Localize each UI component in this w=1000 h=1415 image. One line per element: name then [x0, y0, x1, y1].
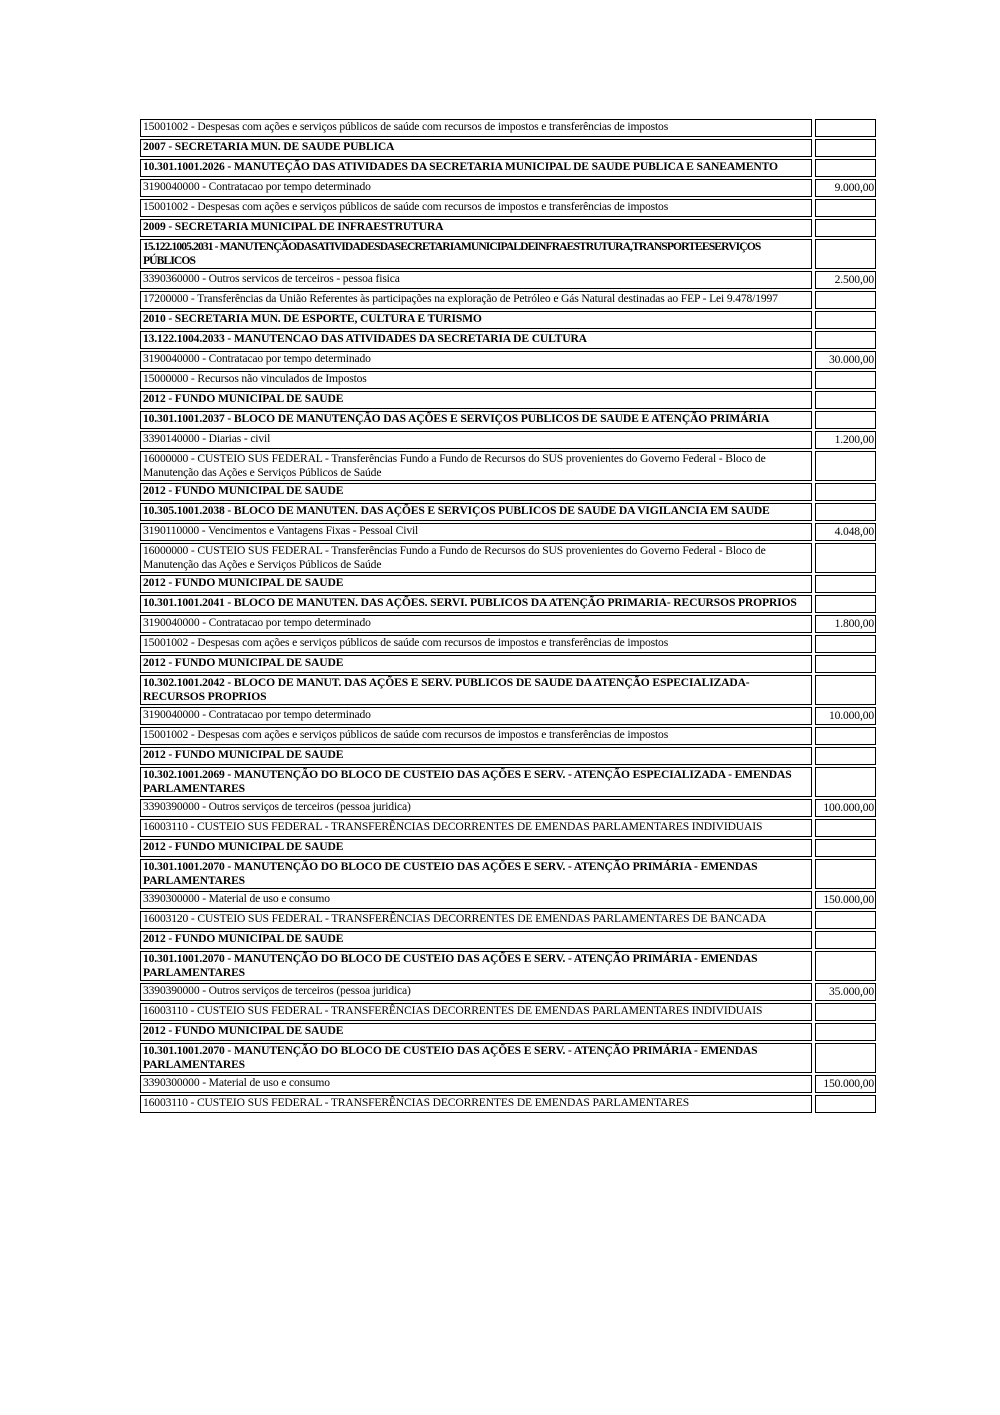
- value-cell: 1.800,00: [815, 615, 876, 633]
- value-cell: [815, 139, 876, 157]
- table-row: [140, 431, 879, 449]
- description-cell: 15001002 - Despesas com ações e serviços públicos de saúde com recursos de impostos e transferências de impostos: [140, 119, 812, 137]
- description-cell: 15001002 - Despesas com ações e serviços públicos de saúde com recursos de impostos e transferências de impostos: [140, 199, 812, 217]
- value-cell: 10.000,00: [815, 707, 876, 725]
- description-cell: 15001002 - Despesas com ações e serviços públicos de saúde com recursos de impostos e transferências de impostos: [140, 727, 812, 745]
- table-row: [140, 891, 879, 909]
- table-row: [140, 707, 879, 725]
- value-cell: [815, 575, 876, 593]
- value-cell: [815, 911, 876, 929]
- table-row: [140, 839, 879, 857]
- description-cell: 15000000 - Recursos não vinculados de Impostos: [140, 371, 812, 389]
- value-cell: [815, 635, 876, 653]
- value-cell: 9.000,00: [815, 179, 876, 197]
- description-cell: 3390140000 - Diarias - civil: [140, 431, 812, 449]
- table-row: [140, 483, 879, 501]
- table-row: [140, 799, 879, 817]
- table-row: [140, 179, 879, 197]
- value-cell: [815, 219, 876, 237]
- value-cell: [815, 239, 876, 269]
- description-cell: 3390390000 - Outros serviços de terceiros (pessoa juridica): [140, 799, 812, 817]
- value-cell: [815, 819, 876, 837]
- value-cell: [815, 451, 876, 481]
- value-cell: 2.500,00: [815, 271, 876, 289]
- value-cell: [815, 655, 876, 673]
- table-row: [140, 747, 879, 765]
- value-cell: [815, 1095, 876, 1113]
- table-row: [140, 1023, 879, 1041]
- value-cell: 35.000,00: [815, 983, 876, 1001]
- description-cell: 3190040000 - Contratacao por tempo determinado: [140, 707, 812, 725]
- value-cell: [815, 675, 876, 705]
- value-cell: 30.000,00: [815, 351, 876, 369]
- section-heading-cell: 2012 - FUNDO MUNICIPAL DE SAUDE: [140, 391, 812, 409]
- value-cell: [815, 1003, 876, 1021]
- section-heading-cell: 2009 - SECRETARIA MUNICIPAL DE INFRAESTRUTURA: [140, 219, 812, 237]
- value-cell: [815, 411, 876, 429]
- value-cell: [815, 727, 876, 745]
- value-cell: [815, 931, 876, 949]
- budget-table: [140, 119, 879, 1115]
- description-cell: 3390390000 - Outros serviços de terceiros (pessoa juridica): [140, 983, 812, 1001]
- description-cell: 16003110 - CUSTEIO SUS FEDERAL - TRANSFERÊNCIAS DECORRENTES DE EMENDAS PARLAMENTARES INDIVIDUAIS: [140, 819, 812, 837]
- description-cell: 3390300000 - Material de uso e consumo: [140, 891, 812, 909]
- description-cell: 3390360000 - Outros servicos de terceiros - pessoa fisica: [140, 271, 812, 289]
- section-heading-cell: 13.122.1004.2033 - MANUTENCAO DAS ATIVIDADES DA SECRETARIA DE CULTURA: [140, 331, 812, 349]
- value-cell: [815, 1023, 876, 1041]
- table-row: [140, 391, 879, 409]
- table-row: [140, 139, 879, 157]
- table-row: [140, 951, 879, 981]
- value-cell: 4.048,00: [815, 523, 876, 541]
- table-row: [140, 575, 879, 593]
- value-cell: [815, 119, 876, 137]
- table-row: [140, 199, 879, 217]
- value-cell: 150.000,00: [815, 1075, 876, 1093]
- table-row: [140, 615, 879, 633]
- value-cell: [815, 199, 876, 217]
- section-heading-cell: 2012 - FUNDO MUNICIPAL DE SAUDE: [140, 839, 812, 857]
- table-row: [140, 543, 879, 573]
- value-cell: [815, 391, 876, 409]
- section-heading-cell: 2010 - SECRETARIA MUN. DE ESPORTE, CULTURA E TURISMO: [140, 311, 812, 329]
- table-row: [140, 371, 879, 389]
- section-heading-cell: 10.301.1001.2037 - BLOCO DE MANUTENÇÃO DAS AÇÕES E SERVIÇOS PUBLICOS DE SAUDE E ATENÇÃO PRIMÁRIA: [140, 411, 812, 429]
- table-row: [140, 331, 879, 349]
- description-cell: 3390300000 - Material de uso e consumo: [140, 1075, 812, 1093]
- section-heading-cell: 2012 - FUNDO MUNICIPAL DE SAUDE: [140, 575, 812, 593]
- value-cell: [815, 503, 876, 521]
- section-heading-cell: 10.301.1001.2070 - MANUTENÇÃO DO BLOCO DE CUSTEIO DAS AÇÕES E SERV. - ATENÇÃO PRIMÁRIA - EMENDAS PARLAMENTARES: [140, 859, 812, 889]
- section-heading-cell: 2012 - FUNDO MUNICIPAL DE SAUDE: [140, 655, 812, 673]
- table-row: [140, 1003, 879, 1021]
- table-row: [140, 675, 879, 705]
- value-cell: [815, 543, 876, 573]
- section-heading-cell: 10.301.1001.2070 - MANUTENÇÃO DO BLOCO DE CUSTEIO DAS AÇÕES E SERV. - ATENÇÃO PRIMÁRIA - EMENDAS PARLAMENTARES: [140, 1043, 812, 1073]
- value-cell: 1.200,00: [815, 431, 876, 449]
- table-row: [140, 523, 879, 541]
- table-row: [140, 503, 879, 521]
- table-row: [140, 411, 879, 429]
- section-heading-cell: 10.302.1001.2042 - BLOCO DE MANUT. DAS AÇÕES E SERV. PUBLICOS DE SAUDE DA ATENÇÃO ESPECIALIZADA- RECURSOS PROPRIOS: [140, 675, 812, 705]
- value-cell: [815, 483, 876, 501]
- section-heading-cell: 10.305.1001.2038 - BLOCO DE MANUTEN. DAS AÇÕES E SERVIÇOS PUBLICOS DE SAUDE DA VIGILANCIA EM SAUDE: [140, 503, 812, 521]
- section-heading-cell: 10.301.1001.2041 - BLOCO DE MANUTEN. DAS AÇÕES. SERVI. PUBLICOS DA ATENÇÃO PRIMARIA- RECURSOS PROPRIOS: [140, 595, 812, 613]
- table-row: [140, 291, 879, 309]
- description-cell: 17200000 - Transferências da União Referentes às participações na exploração de Petróleo e Gás Natural destinadas ao FEP - Lei 9.478/1997: [140, 291, 812, 309]
- description-cell: 3190040000 - Contratacao por tempo determinado: [140, 179, 812, 197]
- section-heading-cell: 2012 - FUNDO MUNICIPAL DE SAUDE: [140, 1023, 812, 1041]
- value-cell: [815, 859, 876, 889]
- description-cell: 16003110 - CUSTEIO SUS FEDERAL - TRANSFERÊNCIAS DECORRENTES DE EMENDAS PARLAMENTARES INDIVIDUAIS: [140, 1003, 812, 1021]
- value-cell: 100.000,00: [815, 799, 876, 817]
- value-cell: [815, 767, 876, 797]
- description-cell: 3190040000 - Contratacao por tempo determinado: [140, 615, 812, 633]
- section-heading-cell: 15.122.1005.2031 - MANUTENÇÃODASATIVIDADESDASECRETARIAMUNICIPALDEINFRAESTRUTURA,TRANSPORTEESERVIÇOS PÚBLICOS: [140, 239, 812, 269]
- value-cell: [815, 951, 876, 981]
- table-row: [140, 727, 879, 745]
- description-cell: 3190040000 - Contratacao por tempo determinado: [140, 351, 812, 369]
- value-cell: [815, 595, 876, 613]
- value-cell: 150.000,00: [815, 891, 876, 909]
- description-cell: 15001002 - Despesas com ações e serviços públicos de saúde com recursos de impostos e transferências de impostos: [140, 635, 812, 653]
- table-row: [140, 859, 879, 889]
- table-row: [140, 219, 879, 237]
- table-row: [140, 1043, 879, 1073]
- section-heading-cell: 2012 - FUNDO MUNICIPAL DE SAUDE: [140, 747, 812, 765]
- table-row: [140, 819, 879, 837]
- table-row: [140, 239, 879, 269]
- description-cell: 16000000 - CUSTEIO SUS FEDERAL - Transferências Fundo a Fundo de Recursos do SUS provenientes do Governo Federal - Bloco de Manutenção das Ações e Serviços Públicos de Saúde: [140, 451, 812, 481]
- table-row: [140, 911, 879, 929]
- value-cell: [815, 839, 876, 857]
- section-heading-cell: 2012 - FUNDO MUNICIPAL DE SAUDE: [140, 931, 812, 949]
- table-row: [140, 595, 879, 613]
- table-row: [140, 451, 879, 481]
- table-row: [140, 271, 879, 289]
- table-row: [140, 311, 879, 329]
- table-row: [140, 767, 879, 797]
- section-heading-cell: 2012 - FUNDO MUNICIPAL DE SAUDE: [140, 483, 812, 501]
- description-cell: 16003110 - CUSTEIO SUS FEDERAL - TRANSFERÊNCIAS DECORRENTES DE EMENDAS PARLAMENTARES: [140, 1095, 812, 1113]
- section-heading-cell: 10.302.1001.2069 - MANUTENÇÃO DO BLOCO DE CUSTEIO DAS AÇÕES E SERV. - ATENÇÃO ESPECIALIZADA - EMENDAS PARLAMENTARES: [140, 767, 812, 797]
- value-cell: [815, 1043, 876, 1073]
- table-row: [140, 655, 879, 673]
- section-heading-cell: 2007 - SECRETARIA MUN. DE SAUDE PUBLICA: [140, 139, 812, 157]
- table-row: [140, 1075, 879, 1093]
- description-cell: 16003120 - CUSTEIO SUS FEDERAL - TRANSFERÊNCIAS DECORRENTES DE EMENDAS PARLAMENTARES DE BANCADA: [140, 911, 812, 929]
- table-row: [140, 159, 879, 177]
- table-row: [140, 635, 879, 653]
- value-cell: [815, 311, 876, 329]
- value-cell: [815, 371, 876, 389]
- table-row: [140, 351, 879, 369]
- value-cell: [815, 291, 876, 309]
- table-row: [140, 983, 879, 1001]
- value-cell: [815, 331, 876, 349]
- section-heading-cell: 10.301.1001.2026 - MANUTEÇÃO DAS ATIVIDADES DA SECRETARIA MUNICIPAL DE SAUDE PUBLICA E SANEAMENTO: [140, 159, 812, 177]
- description-cell: 3190110000 - Vencimentos e Vantagens Fixas - Pessoal Civil: [140, 523, 812, 541]
- table-row: [140, 931, 879, 949]
- table-row: [140, 119, 879, 137]
- description-cell: 16000000 - CUSTEIO SUS FEDERAL - Transferências Fundo a Fundo de Recursos do SUS provenientes do Governo Federal - Bloco de Manutenção das Ações e Serviços Públicos de Saúde: [140, 543, 812, 573]
- value-cell: [815, 747, 876, 765]
- table-row: [140, 1095, 879, 1113]
- section-heading-cell: 10.301.1001.2070 - MANUTENÇÃO DO BLOCO DE CUSTEIO DAS AÇÕES E SERV. - ATENÇÃO PRIMÁRIA - EMENDAS PARLAMENTARES: [140, 951, 812, 981]
- value-cell: [815, 159, 876, 177]
